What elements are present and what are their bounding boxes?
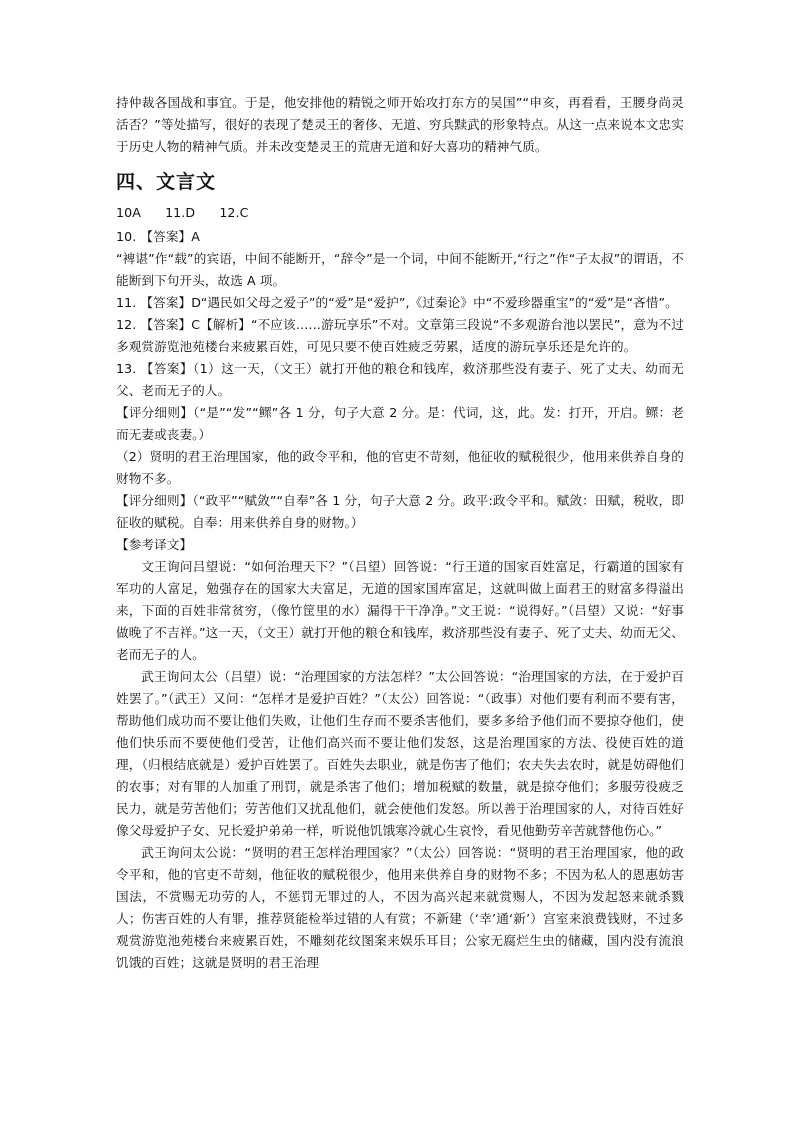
- q10-answer: 10. 【答案】A: [116, 229, 200, 244]
- q13-answer-1: 13. 【答案】（1）这一天，（文王）就打开他的粮仓和钱库，救济那些没有妻子、死了丈夫、幼而无父、老而无子的人。: [116, 361, 684, 398]
- answer-10: 10A: [116, 205, 141, 220]
- answer-11: 11.D: [165, 205, 196, 220]
- answer-12: 12.C: [219, 205, 249, 220]
- q13-answer-2: （2）贤明的君王治理国家，他的政令平和，他的官吏不苛刻，他征收的赋税很少，他用来供养自身的财物不多。: [116, 449, 684, 486]
- section-heading: 四、文言文: [116, 171, 217, 193]
- translation-paragraph-2: 武王询问太公（吕望）说：“治理国家的方法怎样？”太公回答说：“治理国家的方法，在于爱护百姓罢了。”（武王）又问：“怎样才是爱护百姓？”（太公）回答说：“（政事）对他们要有利而不要有害，帮助他们成功而不要让他们失败，让他们生存而不要杀害他们，要多多给予他们而不要掠夺他们，使他们快乐而不要使他们受苦，让他们高兴而不要让他们发怒，这是治理国家的方法、役使百姓的道理，（归根结底就是）爱护百姓罢了。百姓失去职业，就是伤害了他们；农夫失去农时，就是妨碍他们的农事；对有罪的人加重了刑罚，就是杀害了他们；增加税赋的数量，就是掠夺他们；多服劳役疲乏民力，就是劳苦他们；劳苦他们又扰乱他们，就会使他们发怒。所以善于治理国家的人，对待百姓好像父母爱护子女、兄长爱护弟弟一样，听说他饥饿寒冷就心生哀怜，看见他勤劳辛苦就替他伤心。”: [116, 669, 684, 838]
- answer-summary: [116, 202, 684, 224]
- q13-scoring-1: 【评分细则】（“是”“发”“鳏”各 1 分，句子大意 2 分。是：代词，这，此。发：打开，开启。鳏：老而无妻或丧妻。）: [116, 405, 684, 442]
- translation-heading: 【参考译文】: [116, 537, 193, 552]
- q13-scoring-2: 【评分细则】（“政平”“赋敛”“自奉”各 1 分，句子大意 2 分。政平:政令平和。赋敛：田赋，税收，即征收的赋税。自奉：用来供养自身的财物。）: [116, 493, 684, 530]
- q10-explanation: “裨谌”作“载”的宾语，中间不能断开，“辞令”是一个词，中间不能断开,“行之”作“子太叔”的谓语，不能断到下句开头，故选 A 项。: [116, 251, 684, 288]
- translation-paragraph-3: 武王询问太公说：“贤明的君王怎样治理国家？”（太公）回答说：“贤明的君王治理国家，他的政令平和，他的官吏不苛刻，他征收的赋税很少，他用来供养自身的财物不多；不因为私人的恩惠妨害国法，不赏赐无功劳的人，不惩罚无罪过的人，不因为高兴起来就赏赐人，不因为发起怒来就杀戮人；伤害百姓的人有罪，推荐贤能检举过错的人有赏；不新建（‘幸’通‘新’）宫室来浪费钱财，不过多观赏游览池苑楼台来疲累百姓，不雕刻花纹图案来娱乐耳目；公家无腐烂生虫的储藏，国内没有流浪饥饿的百姓；这就是贤明的君王治理: [116, 845, 684, 970]
- q11-answer: 11. 【答案】D“遇民如父母之爱子”的“爱”是“爱护”,《过秦论》中“不爱珍器重宝”的“爱”是“吝惜”。: [116, 295, 678, 310]
- q12-answer: 12. 【答案】C【解析】“不应该……游玩享乐”不对。文章第三段说“不多观游台池以罢民”，意为不过多观赏游览池苑楼台来疲累百姓，可见只要不使百姓疲乏劳累，适度的游玩享乐还是允许的。: [116, 317, 684, 354]
- intro-paragraph: 持仲裁各国战和事宜。于是，他安排他的精锐之师开始攻打东方的吴国”“申亥，再看看，王腰身尚灵活否？”等处描写，很好的表现了楚灵王的奢侈、无道、穷兵黩武的形象特点。从这一点来说本文忠实于历史人物的精神气质。并未改变楚灵王的荒唐无道和好大喜功的精神气质。: [116, 95, 684, 154]
- translation-paragraph-1: 文王询问吕望说：“如何治理天下？”（吕望）回答说：“行王道的国家百姓富足，行霸道的国家有军功的人富足，勉强存在的国家大夫富足，无道的国家国库富足，这就叫做上面君王的财富多得溢出来，下面的百姓非常贫穷，（像竹筐里的水）漏得干干净净。”文王说：“说得好。”（吕望）又说：“好事做晚了不吉祥。”这一天，（文王）就打开他的粮仓和钱库，救济那些没有妻子、死了丈夫、幼而无父、老而无子的人。: [116, 559, 684, 662]
